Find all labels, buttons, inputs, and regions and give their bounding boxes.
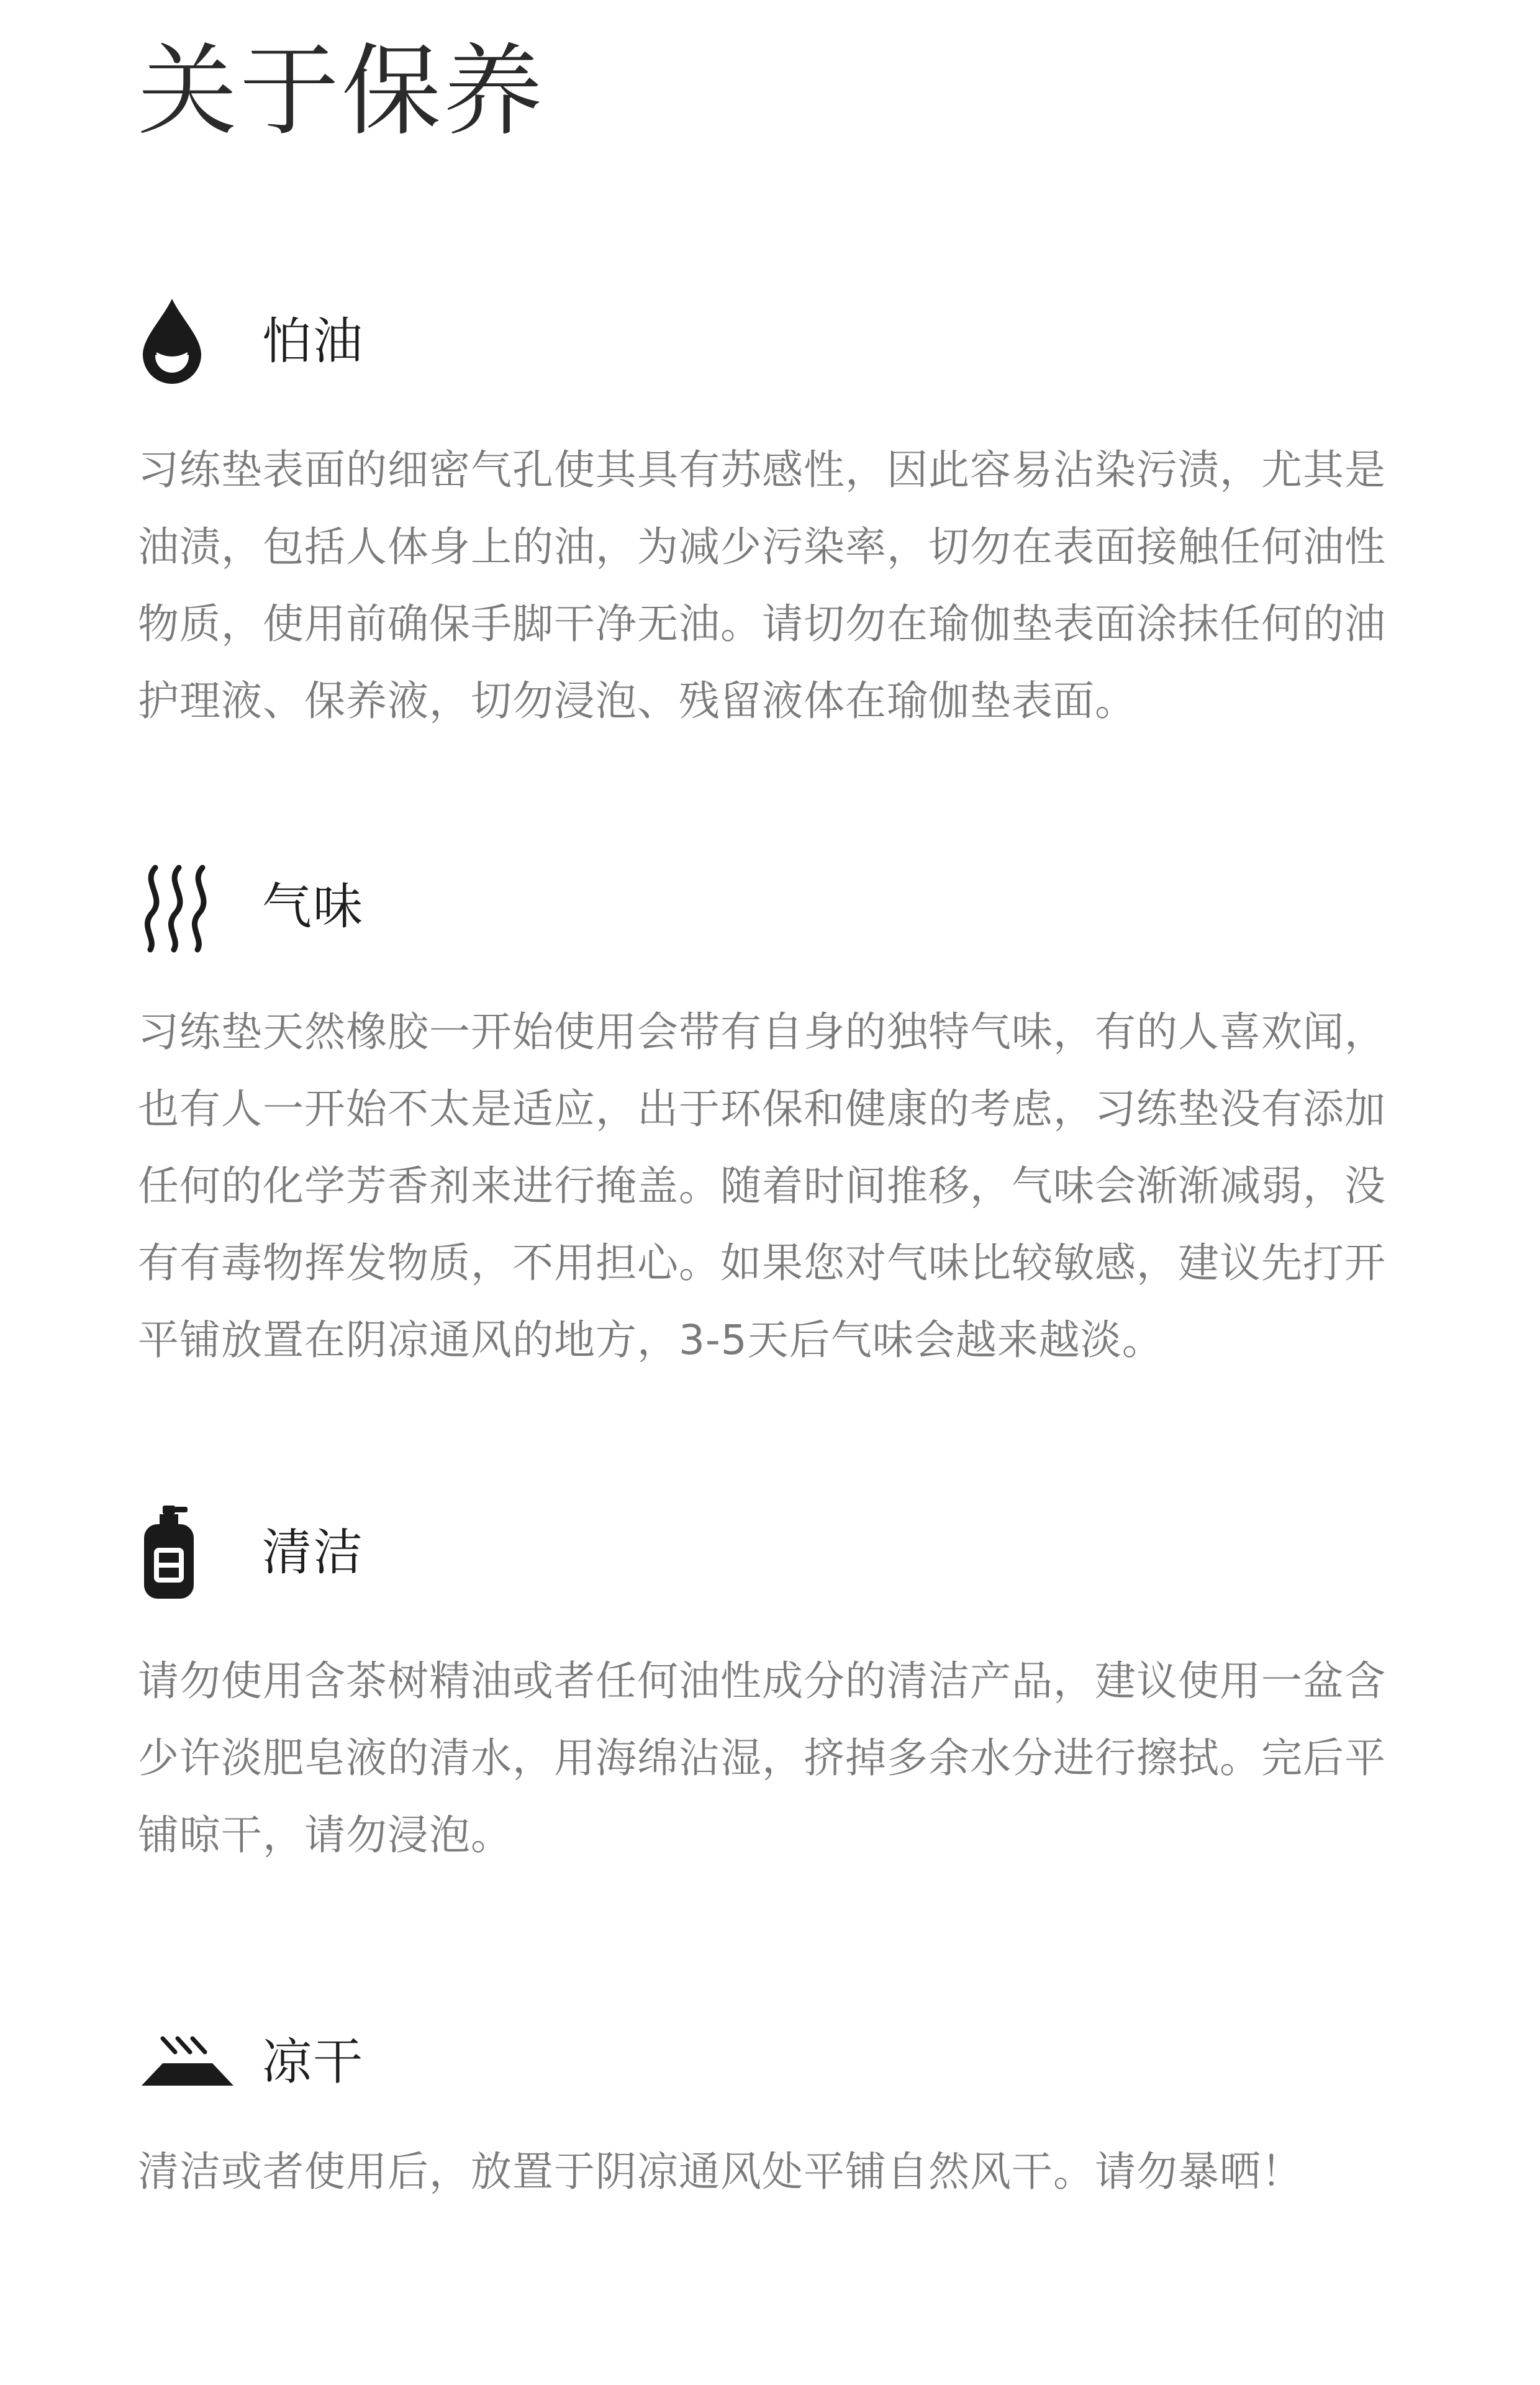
section-body: 习练垫天然橡胶一开始使用会带有自身的独特气味，有的人喜欢闻，也有人一开始不太是适应，出于环保和健康的考虑，习练垫没有添加任何的化学芳香剂来进行掩盖。随着时间推移，气味会渐渐减弱，没有有毒物挥发物质，不用担心。如果您对气味比较敏感，建议先打开平铺放置在阴凉通风的地方，3-5天后气味会越来越淡。 bbox=[138, 1008, 1386, 1364]
section-header bbox=[138, 292, 364, 391]
section-body: 清洁或者使用后，放置于阴凉通风处平铺自然风干。请勿暴晒！ bbox=[138, 2148, 1303, 2196]
drying-mat-icon bbox=[138, 2012, 243, 2112]
section-header bbox=[138, 2012, 364, 2112]
section-title: 怕油 bbox=[262, 312, 364, 370]
section-body: 请勿使用含茶树精油或者任何油性成分的清洁产品，建议使用一盆含少许淡肥皂液的清水，用海绵沾湿，挤掉多余水分进行擦拭。完后平铺晾干，请勿浸泡。 bbox=[138, 1657, 1386, 1859]
oil-drop-icon bbox=[138, 292, 243, 391]
page-title: 关于保养 bbox=[138, 33, 546, 149]
section-header bbox=[138, 1503, 364, 1602]
odor-waves-icon bbox=[138, 857, 243, 956]
section-title: 清洁 bbox=[262, 1524, 364, 1581]
section-title: 气味 bbox=[262, 878, 364, 935]
section-title: 凉干 bbox=[262, 2033, 364, 2091]
section-header bbox=[138, 857, 364, 956]
soap-bottle-icon bbox=[138, 1503, 243, 1602]
section-body: 习练垫表面的细密气孔使其具有苏感性，因此容易沾染污渍，尤其是油渍，包括人体身上的油，为减少污染率，切勿在表面接触任何油性物质，使用前确保手脚干净无油。请切勿在瑜伽垫表面涂抹任何的油护理液、保养液，切勿浸泡、残留液体在瑜伽垫表面。 bbox=[138, 446, 1386, 725]
